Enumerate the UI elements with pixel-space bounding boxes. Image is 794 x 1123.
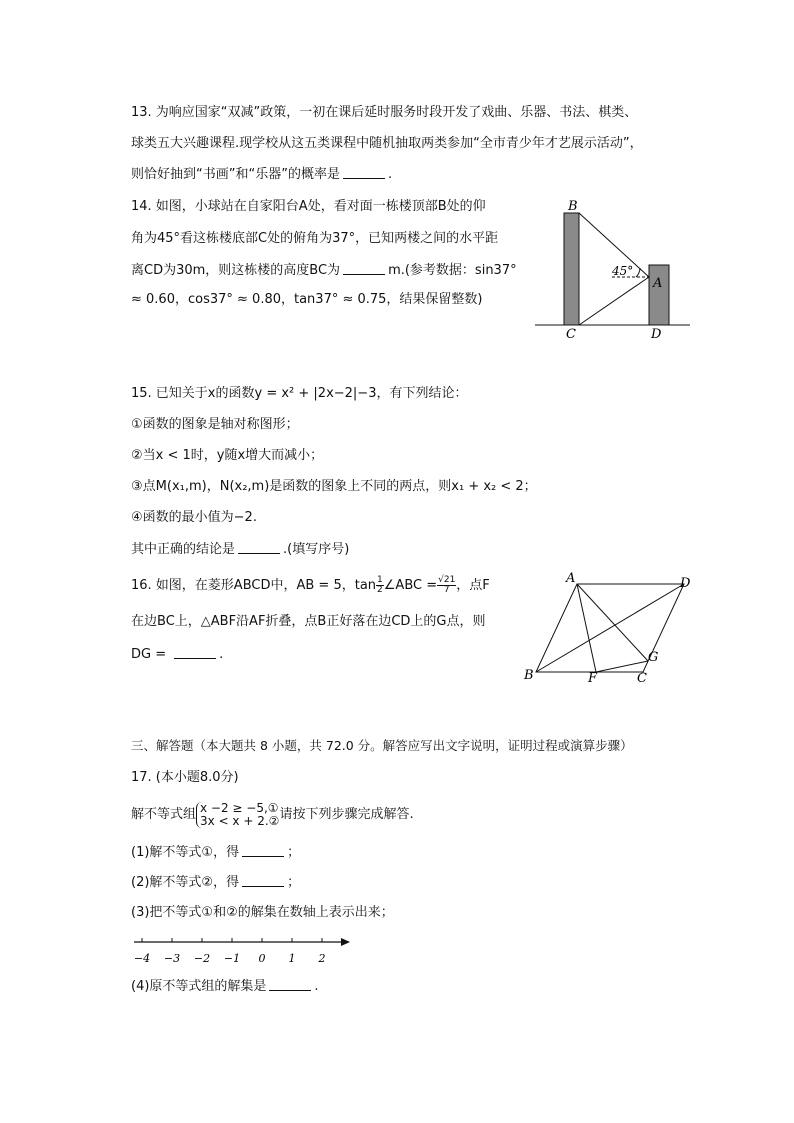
building-ad	[649, 265, 669, 325]
angle-arc	[636, 268, 640, 277]
q17-head: 17. (本小题8.0分)	[131, 770, 239, 785]
label-c: C	[566, 327, 576, 342]
label-f: F	[588, 671, 598, 686]
q14-figure	[530, 195, 695, 345]
tan-value-fraction: $\frac{√21}{7}$	[438, 575, 456, 595]
label-c: C	[637, 671, 647, 686]
q16-line3: DG = .	[131, 647, 224, 662]
answer-blank[interactable]	[242, 873, 284, 887]
label-angle: 45°	[612, 264, 634, 278]
q15-answer-line: 其中正确的结论是 .(填写序号)	[131, 542, 350, 557]
q14-line2: 角为45°看这栋楼底部C处的俯角为37°，已知两楼之间的水平距	[131, 231, 499, 246]
number-line	[128, 932, 358, 966]
q15-conclusion-1: ①函数的图象是轴对称图形；	[131, 417, 299, 432]
axis-tick-label: 1	[288, 952, 296, 965]
q15-conclusion-2: ②当x < 1时，y随x增大而减小；	[131, 448, 324, 463]
segment-af	[577, 584, 596, 672]
sight-line-ac	[579, 277, 649, 325]
q13-line2: 球类五大兴趣课程.现学校从这五类课程中随机抽取两类参加“全市青少年才艺展示活动”，	[131, 136, 643, 151]
q13-line3: 则恰好抽到“书画”和“乐器”的概率是 .	[131, 167, 393, 182]
label-b: B	[568, 199, 578, 214]
label-a: A	[653, 276, 663, 291]
axis-tick-label: −4	[133, 952, 151, 965]
q14-line1: 14. 如图，小球站在自家阳台A处，看对面一栋楼顶部B处的仰	[131, 199, 486, 214]
q15-line1: 15. 已知关于x的函数y = x² + |2x−2|−3，有下列结论：	[131, 386, 468, 401]
q15-conclusion-3: ③点M(x₁,m)，N(x₂,m)是函数的图象上不同的两点，则x₁ + x₂ < 2；	[131, 479, 537, 494]
label-a: A	[566, 571, 576, 586]
answer-blank[interactable]	[343, 261, 385, 275]
answer-blank[interactable]	[174, 645, 216, 659]
label-g: G	[648, 650, 659, 665]
answer-blank[interactable]	[343, 165, 385, 179]
axis-tick-label: −2	[193, 952, 211, 965]
half-fraction: $\frac{1}{2}$	[377, 575, 383, 595]
label-b: B	[524, 668, 534, 683]
section-heading: 三、解答题（本大题共 8 小题，共 72.0 分。解答应写出文字说明，证明过程或演算步骤）	[131, 738, 633, 753]
label-d: D	[651, 327, 662, 342]
diagonal-bd	[536, 584, 684, 672]
answer-blank[interactable]	[238, 540, 280, 554]
q17-step3: (3)把不等式①和②的解集在数轴上表示出来；	[131, 905, 394, 920]
axis-tick-label: 2	[318, 952, 326, 965]
inequality-system: x −2 ≥ −5,① 3x < x + 2.②	[196, 802, 279, 828]
q17-step4: (4)原不等式组的解集是 .	[131, 979, 319, 994]
segment-ag	[577, 584, 648, 661]
axis-tick-label: −3	[163, 952, 181, 965]
q16-line1: 16. 如图，在菱形ABCD中，AB = 5，tan $\frac{1}{2}$ ∠ABC = $\frac{√21}{7}$ ，点F	[131, 575, 490, 595]
q15-conclusion-4: ④函数的最小值为−2.	[131, 510, 257, 525]
answer-blank[interactable]	[269, 977, 311, 991]
q14-line4: ≈ 0.60，cos37° ≈ 0.80，tan37° ≈ 0.75，结果保留整数)	[131, 292, 483, 307]
q17-intro: 解不等式组 x −2 ≥ −5,① 3x < x + 2.② 请按下列步骤完成解答.	[131, 800, 414, 828]
q17-step2: (2)解不等式②，得 ；	[131, 875, 301, 890]
q14-line3: 离CD为30m，则这栋楼的高度BC为 m.(参考数据：sin37°	[131, 263, 517, 278]
q16-figure	[520, 568, 700, 688]
q13-line1: 13. 为响应国家“双减”政策，一初在课后延时服务时段开发了戏曲、乐器、书法、棋类、	[131, 105, 638, 120]
answer-blank[interactable]	[242, 843, 284, 857]
axis-tick-label: 0	[258, 952, 266, 965]
axis-arrow	[341, 938, 350, 946]
q17-step1: (1)解不等式①，得 ；	[131, 845, 301, 860]
label-d: D	[680, 576, 691, 591]
axis-tick-label: −1	[223, 952, 241, 965]
building-bc	[564, 213, 579, 325]
q16-line2: 在边BC上，△ABF沿AF折叠，点B正好落在边CD上的G点，则	[131, 614, 486, 629]
